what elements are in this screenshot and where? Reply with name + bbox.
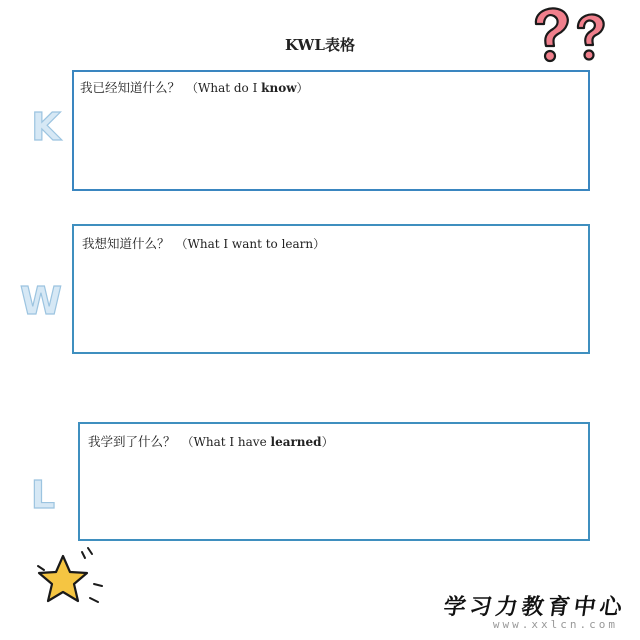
question-k — [80, 78, 309, 96]
question-l-en-pre: （What I have — [181, 435, 271, 449]
letter-l: L — [30, 473, 56, 516]
question-k-en-bold: know — [261, 81, 297, 95]
footer-brand: 学习力教育中心 — [441, 595, 628, 620]
kwl-box-l[interactable] — [78, 422, 590, 541]
question-l — [88, 432, 334, 450]
page-title: KWL表格 — [285, 36, 355, 54]
question-w — [82, 234, 325, 252]
letter-w-icon — [16, 278, 66, 322]
kwl-box-k[interactable] — [72, 70, 590, 191]
question-w-en-pre: （What I want to learn） — [175, 237, 326, 251]
question-k-en-post: ） — [296, 81, 309, 95]
letter-w: W — [20, 279, 62, 322]
letter-k-icon — [26, 104, 66, 148]
letter-k: K — [31, 105, 61, 148]
question-l-cn: 我学到了什么？ — [88, 434, 176, 449]
question-w-cn: 我想知道什么？ — [82, 236, 170, 251]
question-k-cn: 我已经知道什么？ — [80, 80, 181, 95]
question-l-en-post: ） — [321, 435, 334, 449]
letter-l-icon — [26, 472, 60, 516]
star-icon — [30, 544, 110, 614]
question-k-en-pre: （What do I — [186, 81, 262, 95]
question-marks-icon — [526, 2, 616, 72]
kwl-box-w[interactable] — [72, 224, 590, 354]
question-l-en-bold: learned — [270, 435, 322, 449]
footer-url: www.xxlcn.com — [492, 618, 618, 631]
